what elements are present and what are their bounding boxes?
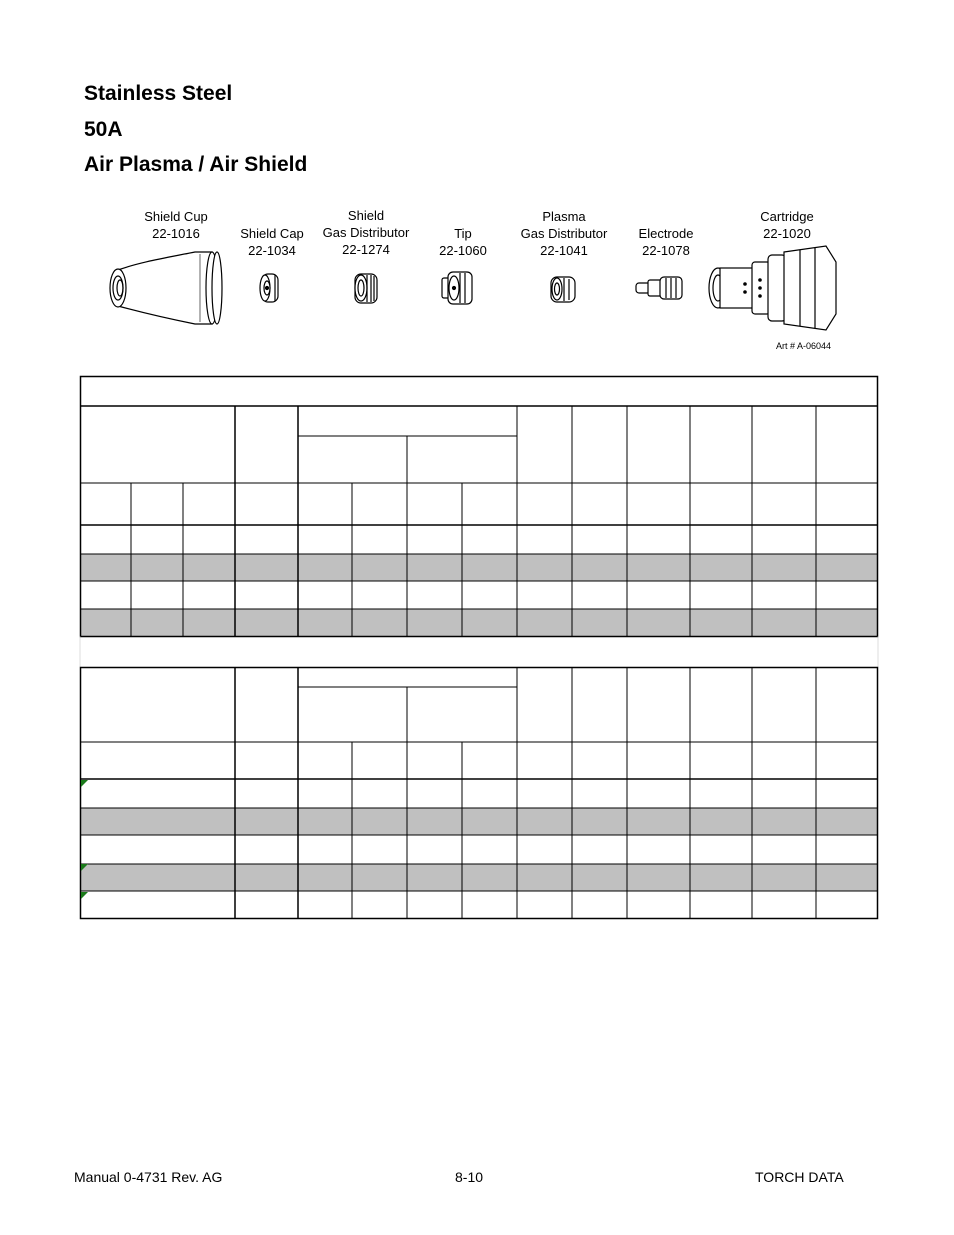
- page-title-amperage: 50A: [84, 118, 123, 141]
- part-name-line2: Gas Distributor: [322, 225, 410, 240]
- table-row-shaded: [80, 864, 878, 891]
- table-row-shaded: [80, 554, 878, 581]
- shaded-rows: [80, 554, 878, 891]
- part-name-line1: Shield: [347, 208, 385, 223]
- row-marker: [81, 892, 88, 899]
- upper-table-frame: [81, 377, 878, 637]
- part-name: Tip: [454, 226, 472, 241]
- part-name: Cartridge: [760, 209, 814, 224]
- footer-page-number: 8-10: [455, 1169, 484, 1185]
- part-number: 22-1020: [763, 226, 811, 241]
- part-number: 22-1016: [152, 226, 200, 241]
- table-row-shaded: [80, 808, 878, 835]
- page-title-gas: Air Plasma / Air Shield: [84, 153, 308, 176]
- part-name: Shield Cap: [240, 226, 304, 241]
- part-number: 22-1041: [540, 243, 588, 258]
- art-number: Art # A-06044: [776, 341, 832, 351]
- part-name: Shield Cup: [144, 209, 208, 224]
- table-row-shaded: [80, 609, 878, 636]
- part-name: Electrode: [638, 226, 694, 241]
- footer-section: TORCH DATA: [755, 1169, 844, 1185]
- page-title-material: Stainless Steel: [84, 82, 233, 105]
- row-marker: [81, 780, 88, 787]
- part-number: 22-1060: [439, 243, 487, 258]
- part-name-line2: Gas Distributor: [520, 226, 608, 241]
- part-number: 22-1274: [342, 242, 390, 257]
- part-name-line1: Plasma: [542, 209, 586, 224]
- footer-manual: Manual 0-4731 Rev. AG: [74, 1169, 223, 1185]
- part-number: 22-1078: [642, 243, 690, 258]
- part-number: 22-1034: [248, 243, 296, 258]
